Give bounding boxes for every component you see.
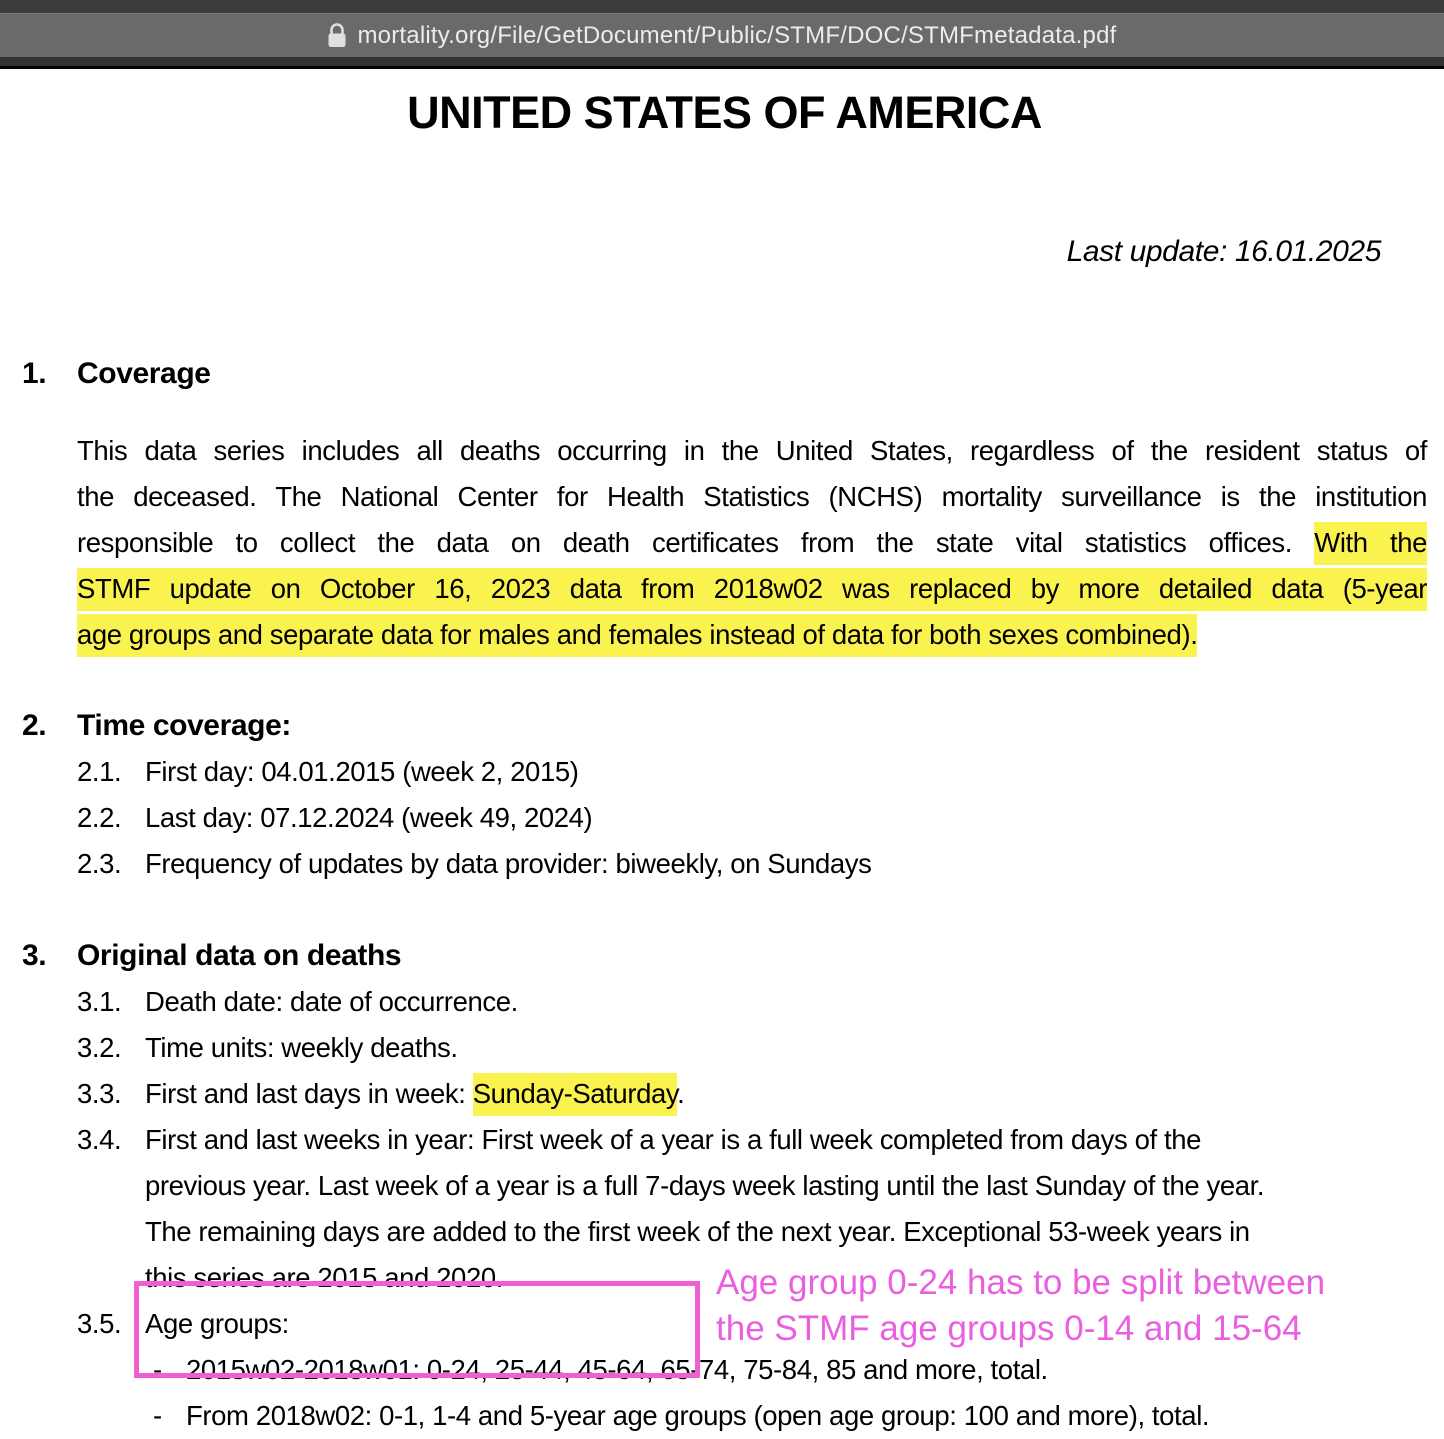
paragraph-line: The remaining days are added to the first week of the next year. Exceptional 53-week years in [145, 1216, 1250, 1247]
url-text: mortality.org/File/GetDocument/Public/STMF/DOC/STMFmetadata.pdf [357, 21, 1117, 49]
list-item: 2.1. First day: 04.01.2015 (week 2, 2015) [77, 756, 579, 787]
section-number: 2. [22, 709, 47, 742]
paragraph-line: First and last weeks in year: First week of a year is a full week completed from days of the [145, 1124, 1202, 1155]
boxed-text: 2015w02-2018w01: 0-24, 25-44, 45-64, [186, 1354, 654, 1385]
list-item: 3.3. First and last days in week: Sunday-Saturday. [77, 1071, 1427, 1117]
paragraph-line: This data series includes all deaths occurring in the United States, regardless of the resident status of [77, 435, 1427, 466]
age-groups-label: Age groups: [145, 1308, 289, 1339]
lock-icon [327, 22, 347, 49]
annotation-note-line: Age group 0-24 has to be split between [716, 1263, 1326, 1302]
age-groups-bullet: - 2015w02-2018w01: 0-24, 25-44, 45-64, 65-74, 75-84, 85 and more, total. [153, 1354, 1048, 1385]
chrome-bottom-strip [0, 57, 1444, 69]
annotation-note-line: the STMF age groups 0-14 and 15-64 [716, 1309, 1302, 1348]
section-1-heading [22, 351, 1427, 397]
chrome-top-strip [0, 0, 1444, 13]
section-number: 3. [22, 939, 47, 972]
section-number: 1. [22, 357, 47, 390]
yellow-highlight: Sunday-Saturday [473, 1073, 677, 1116]
last-update: Last update: 16.01.2025 [1066, 235, 1381, 268]
list-item: 3.4. First and last weeks in year: First week of a year is a full week completed from days of the previous year. Last week of a year is a full 7-days week lasting until the last Sunday of the year. The remaining days are added to the first week of the next year. Exceptional 53-week years in this series are 2015 and 2020. [77, 1117, 1427, 1301]
pdf-document-page [0, 87, 1444, 1439]
yellow-highlight: With the [1314, 522, 1427, 565]
paragraph-line [77, 566, 1427, 612]
section-title: Original data on deaths [77, 939, 402, 972]
section-3-heading [22, 933, 1427, 979]
url-bar[interactable] [0, 13, 1444, 57]
list-item: 2.2. Last day: 07.12.2024 (week 49, 2024) [77, 802, 593, 833]
annotation-note [716, 1260, 1325, 1352]
age-groups-bullet: - From 2018w02: 0-1, 1-4 and 5-year age groups (open age group: 100 and more), total. [153, 1400, 1210, 1431]
time-coverage-list [77, 749, 1427, 887]
paragraph-line: responsible to collect the data on death certificates from the state vital statistics offices. With the [77, 520, 1427, 566]
paragraph-line: previous year. Last week of a year is a full 7-days week lasting until the last Sunday of the year. [145, 1170, 1265, 1201]
yellow-highlight: STMF update on October 16, 2023 data from 2018w02 was replaced by more detailed data (5-year [77, 568, 1427, 611]
yellow-highlight: age groups and separate data for males and females instead of data for both sexes combined). [77, 614, 1197, 657]
list-item: 2.3. Frequency of updates by data provider: biweekly, on Sundays [77, 848, 872, 879]
paragraph-line: this series are 2015 and 2020. [145, 1262, 503, 1293]
list-item: 3.1. Death date: date of occurrence. [77, 986, 518, 1017]
section-title: Time coverage: [77, 709, 291, 742]
original-data-list [77, 979, 1427, 1439]
paragraph-line: the deceased. The National Center for Health Statistics (NCHS) mortality surveillance is the institution [77, 481, 1427, 512]
section-2-heading [22, 703, 1427, 749]
list-item: 3.2. Time units: weekly deaths. [77, 1032, 458, 1063]
browser-chrome [0, 0, 1444, 69]
list-item-age-groups: 3.5. Age groups: - 2015w02-2018w01: 0-24, 25-44, 45-64, 65-74, 75-84, 85 and more, total. - From 2018w02: 0-1, 1-4 and 5-year age groups (open age group: 100 and more), total. [77, 1301, 1427, 1439]
paragraph-line [77, 612, 1427, 658]
section-title: Coverage [77, 357, 211, 390]
coverage-paragraph [77, 428, 1427, 658]
page-title: UNITED STATES OF AMERICA [407, 87, 1042, 138]
